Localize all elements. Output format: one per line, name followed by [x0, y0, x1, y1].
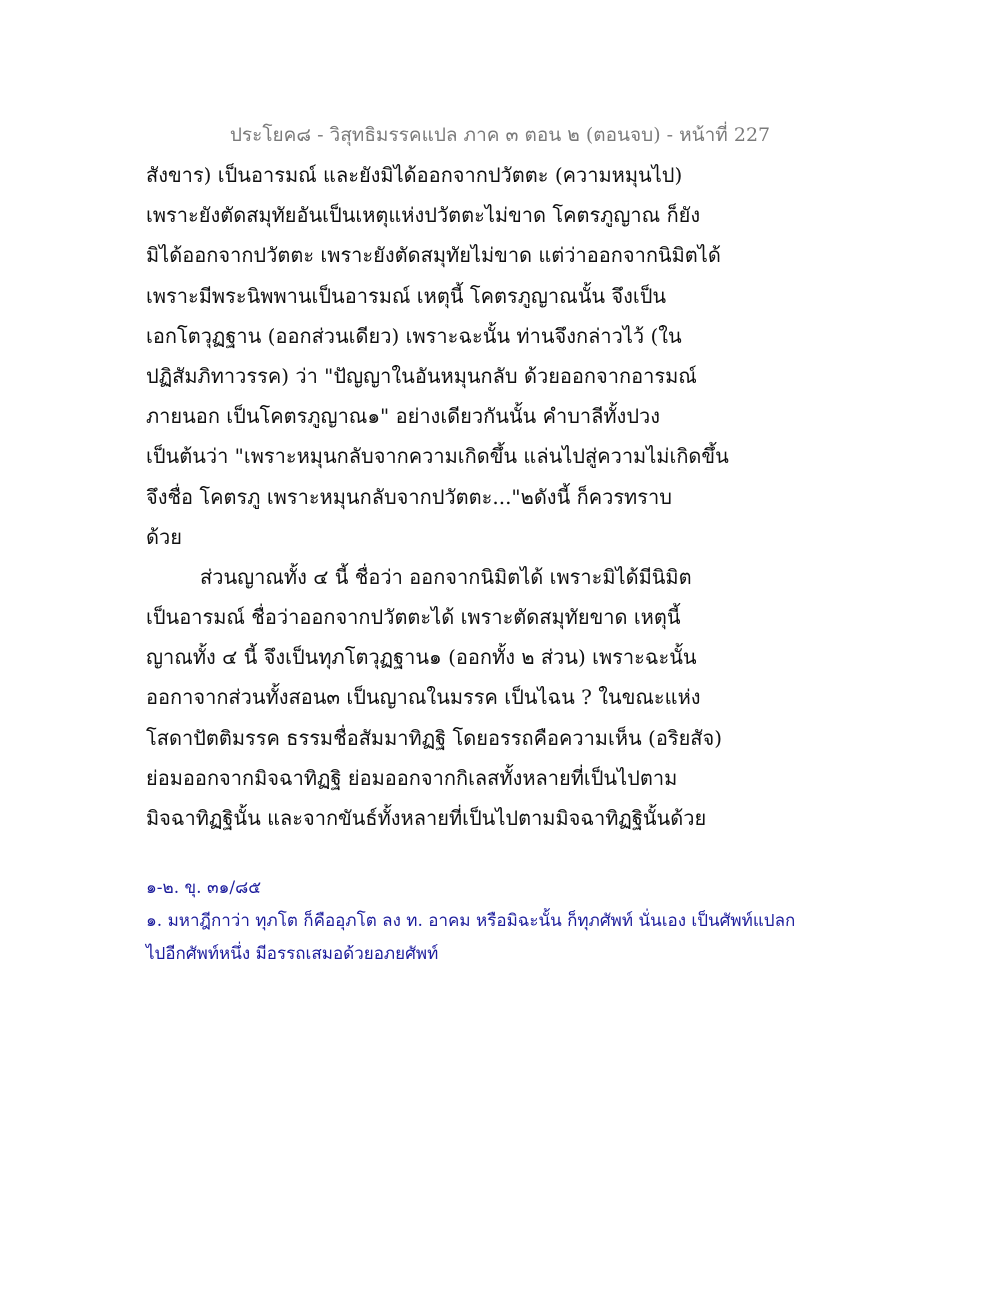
body-line: ด้วย [146, 524, 182, 549]
body-line: เป็นอารมณ์ ชื่อว่าออกจากปวัตตะได้ เพราะตัดสมุทัยขาด เหตุนี้ [146, 605, 681, 630]
body-line: โสดาปัตติมรรค ธรรมชื่อสัมมาทิฏฐิ โดยอรรถคือความเห็น (อริยสัจ) [146, 725, 723, 750]
page-header: ประโยค๘ - วิสุทธิมรรคแปล ภาค ๓ ตอน ๒ (ตอนจบ) - หน้าที่ 227 [229, 124, 771, 146]
body-line: เพราะยังตัดสมุทัยอันเป็นเหตุแห่งปวัตตะไม่ขาด โคตรภูญาณ ก็ยัง [146, 203, 701, 228]
body-line: มิได้ออกจากปวัตตะ เพราะยังตัดสมุทัยไม่ขาด แต่ว่าออกจากนิมิตได้ [146, 243, 721, 268]
footnote-note: ๑. มหาฎีกาว่า ทุภโต ก็คืออุภโต ลง ท. อาคม หรือมิฉะนั้น ก็ทุภศัพท์ นั่นเอง เป็นศัพท์แปลก [146, 911, 796, 931]
body-line: ย่อมออกจากมิจฉาทิฏฐิ ย่อมออกจากกิเลสทั้งหลายที่เป็นไปตาม [146, 765, 678, 790]
body-line: เป็นต้นว่า "เพราะหมุนกลับจากความเกิดขึ้น แล่นไปสู่ความไม่เกิดขึ้น [146, 444, 729, 469]
body-line: เพราะมีพระนิพพานเป็นอารมณ์ เหตุนี้ โคตรภูญาณนั้น จึงเป็น [146, 283, 667, 308]
footnote-reference: ๑-๒. ขุ. ๓๑/๘๕ [146, 878, 262, 898]
footnote-note-continued: ไปอีกศัพท์หนึ่ง มีอรรถเสมอด้วยอภยศัพท์ [146, 944, 439, 964]
body-line: เอกโตวุฏฐาน (ออกส่วนเดียว) เพราะฉะนั้น ท่านจึงกล่าวไว้ (ใน [146, 323, 682, 348]
footnotes [146, 872, 866, 971]
body-line: ออกาจากส่วนทั้งสอน๓ เป็นญาณในมรรค เป็นไฉน ? ในขณะแห่ง [146, 685, 701, 710]
body-line: ภายนอก เป็นโคตรภูญาณ๑" อย่างเดียวกันนั้น คำบาลีทั้งปวง [146, 404, 661, 429]
body-line: ญาณทั้ง ๔ นี้ จึงเป็นทุภโตวุฏฐาน๑ (ออกทั้ง ๒ ส่วน) เพราะฉะนั้น [146, 645, 697, 670]
body-line: สังขาร) เป็นอารมณ์ และยังมิได้ออกจากปวัตตะ (ความหมุนไป) [146, 163, 683, 187]
body-line: จึงชื่อ โคตรภู เพราะหมุนกลับจากปวัตตะ..."๒ดังนี้ ก็ควรทราบ [146, 484, 672, 509]
body-line: มิจฉาทิฏฐินั้น และจากขันธ์ทั้งหลายที่เป็นไปตามมิจฉาทิฏฐินั้นด้วย [146, 806, 707, 830]
paragraph-first-line: ส่วนญาณทั้ง ๔ นี้ ชื่อว่า ออกจากนิมิตได้ เพราะมิได้มีนิมิต [200, 564, 692, 589]
body-line: ปฏิสัมภิทาวรรค) ว่า "ปัญญาในอันหมุนกลับ ด้วยออกจากอารมณ์ [146, 363, 697, 388]
body-text [146, 155, 846, 838]
